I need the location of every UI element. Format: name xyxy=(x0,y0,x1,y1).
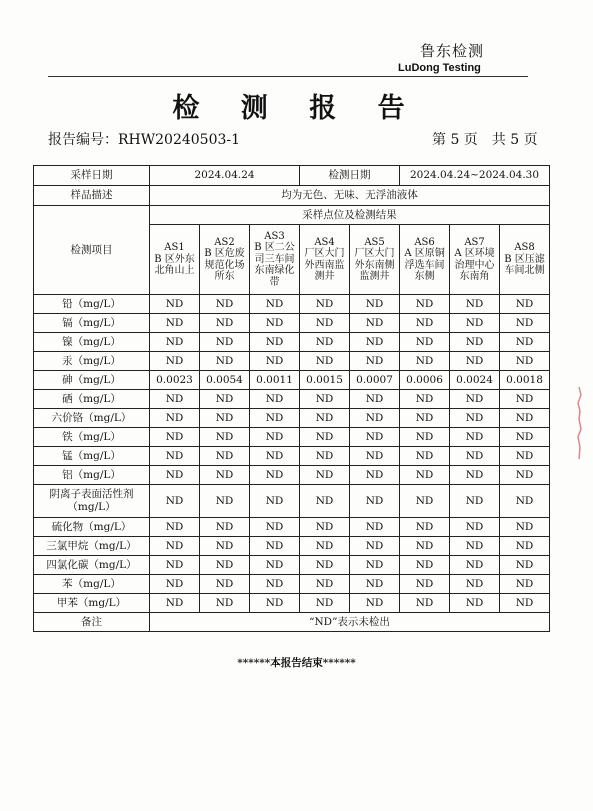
result-value: ND xyxy=(400,314,450,333)
remark-row xyxy=(34,613,550,632)
page-indicator xyxy=(432,129,552,149)
result-value: ND xyxy=(350,466,400,485)
result-value: ND xyxy=(150,485,200,518)
result-value: ND xyxy=(250,556,300,575)
result-value: ND xyxy=(300,428,350,447)
test-item-label: 四氯化碳（mg/L） xyxy=(34,556,150,575)
result-value: ND xyxy=(200,333,250,352)
result-value: ND xyxy=(150,447,200,466)
result-value: ND xyxy=(250,390,300,409)
result-row xyxy=(34,537,550,556)
result-value: ND xyxy=(250,409,300,428)
sampling-point-code: AS8 xyxy=(514,242,535,254)
result-value: ND xyxy=(350,537,400,556)
result-value: ND xyxy=(300,537,350,556)
testing-date-value: 2024.04.24~2024.04.30 xyxy=(400,166,550,186)
result-value: ND xyxy=(400,333,450,352)
sampling-point-header xyxy=(150,225,200,295)
sampling-point-header xyxy=(450,225,500,295)
result-value: ND xyxy=(500,575,550,594)
result-value: ND xyxy=(150,314,200,333)
result-value: ND xyxy=(350,556,400,575)
test-item-label: 铝（mg/L） xyxy=(34,466,150,485)
brand-name-en: LuDong Testing xyxy=(398,62,481,74)
result-value: ND xyxy=(200,466,250,485)
remark-text: “ND”表示未检出 xyxy=(150,613,550,632)
result-value: ND xyxy=(500,594,550,613)
result-value: ND xyxy=(500,447,550,466)
sampling-point-desc: B 区二公司三车间东南绿化带 xyxy=(254,242,295,288)
result-value: ND xyxy=(500,333,550,352)
sampling-point-desc: A 区环境治理中心东南角 xyxy=(454,248,495,282)
test-item-label: 三氯甲烷（mg/L） xyxy=(34,537,150,556)
result-value: ND xyxy=(300,556,350,575)
result-value: ND xyxy=(250,295,300,314)
sampling-point-code: AS1 xyxy=(164,242,185,254)
result-value: ND xyxy=(400,352,450,371)
sample-desc-label: 样品描述 xyxy=(34,186,150,206)
result-value: ND xyxy=(500,428,550,447)
result-value: 0.0015 xyxy=(300,371,350,390)
result-value: ND xyxy=(150,428,200,447)
result-value: ND xyxy=(300,575,350,594)
result-value: ND xyxy=(400,466,450,485)
result-row xyxy=(34,295,550,314)
result-row xyxy=(34,466,550,485)
sampling-point-header xyxy=(200,225,250,295)
result-value: ND xyxy=(500,390,550,409)
test-item-label: 苯（mg/L） xyxy=(34,575,150,594)
sampling-point-code: AS7 xyxy=(464,236,485,248)
result-value: ND xyxy=(400,447,450,466)
result-value: 0.0007 xyxy=(350,371,400,390)
result-value: ND xyxy=(400,575,450,594)
result-value: ND xyxy=(200,314,250,333)
result-value: ND xyxy=(500,352,550,371)
sampling-point-desc: B 区危废规范化场所东 xyxy=(204,248,245,282)
sample-desc-value: 均为无色、无味、无浮油液体 xyxy=(150,186,550,206)
result-value: ND xyxy=(350,333,400,352)
sampling-point-header xyxy=(350,225,400,295)
result-row xyxy=(34,447,550,466)
result-value: ND xyxy=(300,518,350,537)
result-value: ND xyxy=(400,295,450,314)
test-item-label: 锰（mg/L） xyxy=(34,447,150,466)
result-value: ND xyxy=(250,447,300,466)
test-item-label: 甲苯（mg/L） xyxy=(34,594,150,613)
result-row xyxy=(34,314,550,333)
result-value: ND xyxy=(400,428,450,447)
result-value: ND xyxy=(350,390,400,409)
result-value: 0.0011 xyxy=(250,371,300,390)
result-value: ND xyxy=(300,352,350,371)
test-item-label: 汞（mg/L） xyxy=(34,352,150,371)
result-value: ND xyxy=(450,594,500,613)
result-value: ND xyxy=(300,333,350,352)
test-item-label: 镍（mg/L） xyxy=(34,333,150,352)
sampling-point-header xyxy=(500,225,550,295)
test-item-label: 铅（mg/L） xyxy=(34,295,150,314)
test-item-label: 硒（mg/L） xyxy=(34,390,150,409)
result-row xyxy=(34,428,550,447)
result-value: ND xyxy=(150,594,200,613)
result-value: ND xyxy=(400,409,450,428)
result-value: ND xyxy=(200,428,250,447)
result-value: ND xyxy=(500,518,550,537)
result-row xyxy=(34,518,550,537)
result-value: ND xyxy=(400,518,450,537)
result-row xyxy=(34,575,550,594)
result-value: ND xyxy=(300,409,350,428)
sample-desc-row xyxy=(34,186,550,206)
result-value: ND xyxy=(350,594,400,613)
testing-date-label: 检测日期 xyxy=(300,166,400,186)
test-item-label: 阴离子表面活性剂（mg/L） xyxy=(34,485,150,518)
result-value: ND xyxy=(350,518,400,537)
page-total: 共 5 页 xyxy=(491,132,538,148)
result-value: ND xyxy=(350,409,400,428)
test-item-label: 砷（mg/L） xyxy=(34,371,150,390)
result-value: ND xyxy=(150,295,200,314)
remark-label: 备注 xyxy=(34,613,150,632)
result-value: ND xyxy=(150,466,200,485)
item-header: 检测项目 xyxy=(34,206,150,295)
report-number: 报告编号：RHW20240503-1 xyxy=(48,132,241,148)
sampling-date-label: 采样日期 xyxy=(34,166,150,186)
brand-name-cn: 鲁东检测 xyxy=(420,42,485,60)
result-value: ND xyxy=(450,409,500,428)
result-value: ND xyxy=(300,594,350,613)
result-value: ND xyxy=(200,556,250,575)
result-value: ND xyxy=(450,466,500,485)
result-value: ND xyxy=(500,556,550,575)
result-value: ND xyxy=(450,352,500,371)
report-end-line: ******本报告结束****** xyxy=(237,657,356,669)
sampling-point-header xyxy=(400,225,450,295)
sampling-point-desc: A 区原铜浮选车间东侧 xyxy=(404,248,445,282)
result-value: ND xyxy=(200,390,250,409)
result-value: ND xyxy=(350,447,400,466)
sampling-point-desc: 厂区大门外西南监测井 xyxy=(304,248,345,282)
result-value: ND xyxy=(500,537,550,556)
sampling-point-desc: B 区压滤车间北侧 xyxy=(504,253,545,277)
result-value: ND xyxy=(450,447,500,466)
result-value: ND xyxy=(200,594,250,613)
result-value: ND xyxy=(200,518,250,537)
sampling-point-desc: 厂区大门外东南侧监测井 xyxy=(354,248,395,282)
result-value: 0.0023 xyxy=(150,371,200,390)
result-value: ND xyxy=(250,537,300,556)
result-value: ND xyxy=(350,295,400,314)
result-value: ND xyxy=(500,466,550,485)
result-value: ND xyxy=(300,447,350,466)
result-row xyxy=(34,409,550,428)
result-value: ND xyxy=(150,390,200,409)
result-row xyxy=(34,594,550,613)
result-value: ND xyxy=(150,518,200,537)
result-value: ND xyxy=(200,409,250,428)
result-value: ND xyxy=(400,537,450,556)
result-value: ND xyxy=(300,466,350,485)
sampling-point-code: AS5 xyxy=(364,236,385,248)
result-value: ND xyxy=(300,485,350,518)
test-item-label: 硫化物（mg/L） xyxy=(34,518,150,537)
result-value: ND xyxy=(450,333,500,352)
results-table xyxy=(33,165,550,632)
result-row xyxy=(34,352,550,371)
result-value: ND xyxy=(450,518,500,537)
result-value: 0.0006 xyxy=(400,371,450,390)
sampling-point-code: AS4 xyxy=(314,236,335,248)
sampling-point-code: AS3 xyxy=(264,230,285,242)
test-item-label: 铁（mg/L） xyxy=(34,428,150,447)
result-value: ND xyxy=(150,575,200,594)
result-value: ND xyxy=(250,575,300,594)
test-item-label: 镉（mg/L） xyxy=(34,314,150,333)
result-value: ND xyxy=(500,485,550,518)
result-value: ND xyxy=(450,295,500,314)
result-value: ND xyxy=(450,314,500,333)
result-row xyxy=(34,333,550,352)
result-value: ND xyxy=(450,575,500,594)
header-divider xyxy=(48,76,528,77)
sampling-point-code: AS6 xyxy=(414,236,435,248)
result-value: ND xyxy=(150,352,200,371)
results-header: 采样点位及检测结果 xyxy=(150,206,550,225)
results-header-row xyxy=(34,206,550,225)
result-value: ND xyxy=(400,594,450,613)
report-title: 检 测 报 告 xyxy=(172,93,421,124)
result-value: ND xyxy=(350,485,400,518)
result-row xyxy=(34,485,550,518)
result-value: ND xyxy=(250,518,300,537)
sampling-date-value: 2024.04.24 xyxy=(150,166,300,186)
result-value: ND xyxy=(200,295,250,314)
result-value: ND xyxy=(500,314,550,333)
result-row xyxy=(34,390,550,409)
result-value: ND xyxy=(150,556,200,575)
result-value: ND xyxy=(300,314,350,333)
result-value: ND xyxy=(450,390,500,409)
result-value: ND xyxy=(350,575,400,594)
result-value: ND xyxy=(150,537,200,556)
result-value: 0.0018 xyxy=(500,371,550,390)
sampling-point-header xyxy=(250,225,300,295)
result-value: ND xyxy=(200,575,250,594)
result-value: ND xyxy=(500,409,550,428)
result-value: ND xyxy=(450,485,500,518)
result-value: ND xyxy=(150,409,200,428)
result-value: ND xyxy=(500,295,550,314)
result-value: ND xyxy=(450,556,500,575)
sampling-point-desc: B 区外东北角山上 xyxy=(154,253,195,277)
result-row xyxy=(34,556,550,575)
result-value: ND xyxy=(250,594,300,613)
result-value: ND xyxy=(200,537,250,556)
sampling-date-row xyxy=(34,166,550,186)
page-current: 第 5 页 xyxy=(432,132,478,148)
result-value: ND xyxy=(350,428,400,447)
sampling-point-header xyxy=(300,225,350,295)
result-value: ND xyxy=(350,352,400,371)
result-value: ND xyxy=(250,428,300,447)
result-value: ND xyxy=(400,556,450,575)
result-value: ND xyxy=(350,314,400,333)
result-value: ND xyxy=(450,428,500,447)
result-value: ND xyxy=(400,390,450,409)
result-value: ND xyxy=(400,485,450,518)
result-value: ND xyxy=(300,295,350,314)
result-value: ND xyxy=(300,390,350,409)
result-row xyxy=(34,371,550,390)
result-value: ND xyxy=(450,537,500,556)
result-value: ND xyxy=(250,352,300,371)
result-value: 0.0024 xyxy=(450,371,500,390)
result-value: ND xyxy=(200,352,250,371)
result-value: ND xyxy=(200,447,250,466)
result-value: 0.0054 xyxy=(200,371,250,390)
result-value: ND xyxy=(250,466,300,485)
result-value: ND xyxy=(150,333,200,352)
test-item-label: 六价铬（mg/L） xyxy=(34,409,150,428)
seal-edge-mark xyxy=(575,385,583,465)
result-value: ND xyxy=(250,333,300,352)
result-value: ND xyxy=(200,485,250,518)
result-value: ND xyxy=(250,314,300,333)
result-value: ND xyxy=(250,485,300,518)
sampling-point-code: AS2 xyxy=(214,236,235,248)
